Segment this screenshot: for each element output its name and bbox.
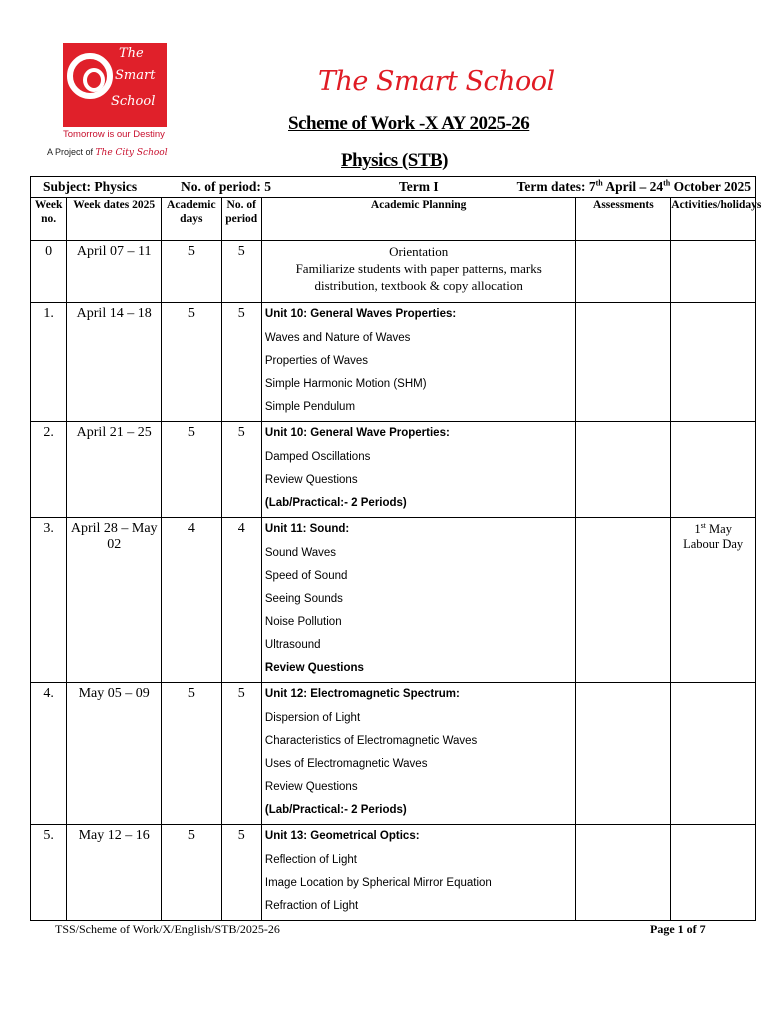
week-no: 4. xyxy=(31,683,67,825)
academic-days: 5 xyxy=(162,241,221,303)
week-dates: May 05 – 09 xyxy=(67,683,162,825)
subject-title: Physics (STB) xyxy=(341,150,448,171)
topic: Ultrasound xyxy=(264,639,321,651)
academic-planning xyxy=(261,518,576,683)
col-week-dates: Week dates 2025 xyxy=(67,198,162,241)
lab-practical-note: (Lab/Practical:- 2 Periods) xyxy=(264,497,407,509)
week-no: 1. xyxy=(31,303,67,422)
term-info-row xyxy=(31,177,756,198)
week-dates: May 12 – 16 xyxy=(67,825,162,921)
activities-cell xyxy=(671,422,756,518)
topic: Image Location by Spherical Mirror Equation xyxy=(264,877,492,889)
topic: Noise Pollution xyxy=(264,616,342,628)
academic-planning xyxy=(261,825,576,921)
topic: Waves and Nature of Waves xyxy=(264,332,411,344)
unit-title: Unit 10: General Wave Properties: xyxy=(264,427,450,439)
logo-word-smart: Smart xyxy=(115,68,156,83)
table-row xyxy=(31,241,756,303)
scheme-of-work-table xyxy=(30,176,762,921)
col-assessments: Assessments xyxy=(576,198,671,241)
logo-red-block xyxy=(63,43,167,127)
at-symbol-icon xyxy=(67,53,113,99)
week-dates: April 14 – 18 xyxy=(67,303,162,422)
table-row xyxy=(31,303,756,422)
footer-page-number: Page 1 of 7 xyxy=(650,922,706,936)
topic: Refraction of Light xyxy=(264,900,359,912)
academic-days: 5 xyxy=(162,683,221,825)
activities-cell xyxy=(671,825,756,921)
academic-planning xyxy=(261,303,576,422)
topic: Review Questions xyxy=(264,781,358,793)
no-of-period: 5 xyxy=(221,303,261,422)
academic-days: 5 xyxy=(162,422,221,518)
no-of-period: 5 xyxy=(221,683,261,825)
orientation-text: Familiarize students with paper patterns, marks distribution, textbook & copy allocation xyxy=(295,261,542,293)
no-of-period: 5 xyxy=(221,422,261,518)
week-dates: April 21 – 25 xyxy=(67,422,162,518)
unit-title: Unit 10: General Waves Properties: xyxy=(264,308,457,320)
table-row xyxy=(31,683,756,825)
topic: Reflection of Light xyxy=(264,854,357,866)
period-label: No. of period: 5 xyxy=(181,179,271,194)
logo-tagline: Tomorrow is our Destiny xyxy=(63,129,165,140)
academic-days: 4 xyxy=(162,518,221,683)
topic: Damped Oscillations xyxy=(264,451,371,463)
topic: Properties of Waves xyxy=(264,355,369,367)
subject-label: Subject: Physics xyxy=(43,179,138,194)
week-no: 2. xyxy=(31,422,67,518)
week-no: 0 xyxy=(31,241,67,303)
activities-cell xyxy=(671,683,756,825)
assessments-cell xyxy=(576,518,671,683)
holiday-date: 1st May xyxy=(694,520,732,536)
logo-project-line xyxy=(47,147,168,158)
table-row xyxy=(31,422,756,518)
topic: Uses of Electromagnetic Waves xyxy=(264,758,428,770)
col-academic-planning: Academic Planning xyxy=(261,198,576,241)
scheme-title: Scheme of Work -X AY 2025-26 xyxy=(288,113,530,134)
logo-word-school: School xyxy=(111,94,156,109)
no-of-period: 5 xyxy=(221,825,261,921)
topic: Sound Waves xyxy=(264,547,337,559)
orientation-title: Orientation xyxy=(389,244,449,259)
academic-planning xyxy=(261,241,576,303)
activities-cell xyxy=(671,303,756,422)
logo-project-name: The City School xyxy=(95,148,168,158)
academic-days: 5 xyxy=(162,303,221,422)
topic: Characteristics of Electromagnetic Waves xyxy=(264,735,478,747)
no-of-period: 4 xyxy=(221,518,261,683)
col-week-no: Week no. xyxy=(31,198,67,241)
assessments-cell xyxy=(576,303,671,422)
week-no: 5. xyxy=(31,825,67,921)
logo-word-the: The xyxy=(119,46,144,61)
holiday-name: Labour Day xyxy=(683,537,744,551)
assessments-cell xyxy=(576,241,671,303)
unit-title: Unit 13: Geometrical Optics: xyxy=(264,830,420,842)
table-row xyxy=(31,825,756,921)
topic: Speed of Sound xyxy=(264,570,348,582)
activities-cell xyxy=(671,241,756,303)
table-row xyxy=(31,518,756,683)
week-dates: April 28 – May 02 xyxy=(67,518,162,683)
topic: Review Questions xyxy=(264,474,358,486)
assessments-cell xyxy=(576,825,671,921)
review-questions: Review Questions xyxy=(264,662,364,674)
assessments-cell xyxy=(576,683,671,825)
column-header-row xyxy=(31,198,756,241)
topic: Simple Pendulum xyxy=(264,401,356,413)
school-name: The Smart School xyxy=(318,66,555,97)
assessments-cell xyxy=(576,422,671,518)
col-activities: Activities/holidays xyxy=(671,198,756,241)
school-logo xyxy=(47,43,171,163)
academic-days: 5 xyxy=(162,825,221,921)
no-of-period: 5 xyxy=(221,241,261,303)
col-academic-days: Academic days xyxy=(162,198,221,241)
activities-cell xyxy=(671,518,756,683)
week-dates: April 07 – 11 xyxy=(67,241,162,303)
unit-title: Unit 11: Sound: xyxy=(264,523,350,535)
footer-document-code: TSS/Scheme of Work/X/English/STB/2025-26 xyxy=(55,922,280,936)
topic: Simple Harmonic Motion (SHM) xyxy=(264,378,427,390)
unit-title: Unit 12: Electromagnetic Spectrum: xyxy=(264,688,460,700)
topic: Dispersion of Light xyxy=(264,712,361,724)
week-no: 3. xyxy=(31,518,67,683)
term-label: Term I xyxy=(399,179,439,194)
logo-project-prefix: A Project of xyxy=(47,147,94,157)
academic-planning xyxy=(261,683,576,825)
lab-practical-note: (Lab/Practical:- 2 Periods) xyxy=(264,804,407,816)
col-no-of-period: No. of period xyxy=(221,198,261,241)
academic-planning xyxy=(261,422,576,518)
topic: Seeing Sounds xyxy=(264,593,343,605)
term-dates: Term dates: 7th April – 24th October 2025 xyxy=(516,178,751,194)
